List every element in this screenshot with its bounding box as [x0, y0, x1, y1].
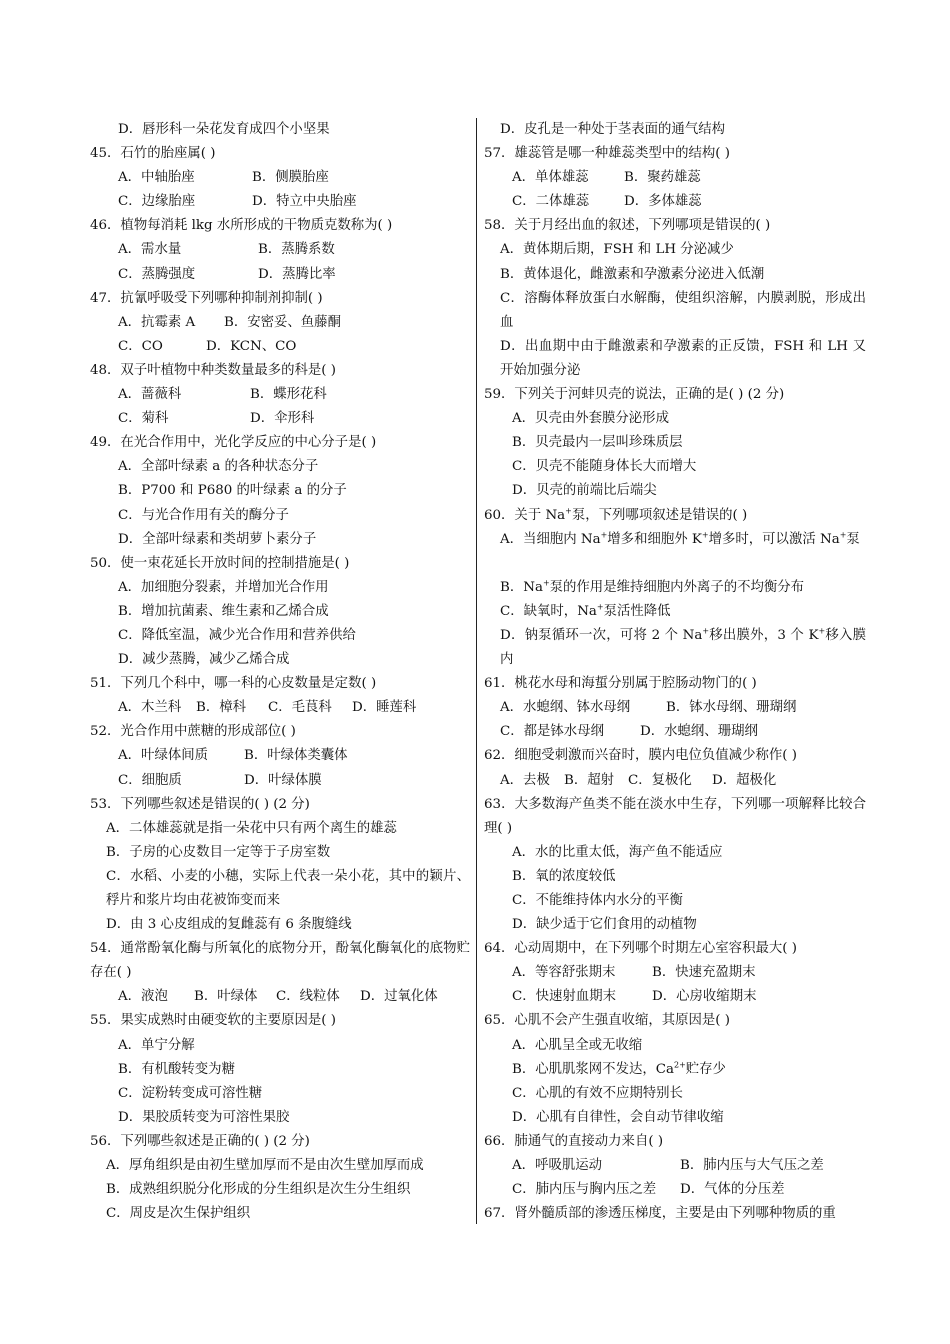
text-line: B．成熟组织脱分化形成的分生组织是次生分生组织: [106, 1182, 411, 1198]
text-line: C．淀粉转变成可溶性糖: [118, 1085, 263, 1101]
text-line: C．缺氧时，Na+泵活性降低: [500, 602, 671, 619]
text-line: 59．下列关于河蚌贝壳的说法，正确的是( ) (2 分): [484, 387, 785, 403]
option-text: B．侧膜胎座: [252, 170, 329, 186]
text-line: 55．果实成熟时由硬变软的主要原因是( ): [90, 1013, 336, 1029]
text-line: [484, 1178, 866, 1202]
text-line: [90, 769, 470, 793]
text-line: 48．双子叶植物中种类数量最多的科是( ): [90, 362, 336, 378]
option-text: D．过氧化体: [360, 989, 438, 1005]
text-line: C．与光合作用有关的酶分子: [118, 507, 289, 523]
option-text: A．叶绿体间质: [118, 748, 209, 764]
option-text: B．蒸腾系数: [258, 242, 335, 258]
text-line: 46．植物每消耗 lkg 水所形成的干物质克数称为( ): [90, 218, 393, 234]
text-line: [90, 744, 470, 768]
left-column: [90, 118, 470, 1226]
right-column: [484, 118, 866, 1226]
option-text: D．心房收缩期末: [652, 989, 757, 1005]
text-line: B．有机酸转变为糖: [118, 1061, 235, 1077]
text-line: D．果胶质转变为可溶性果胶: [118, 1109, 290, 1125]
text-line: A．贝壳由外套膜分泌形成: [512, 411, 669, 427]
option-text: B．钵水母纲、珊瑚纲: [666, 700, 797, 716]
option-text: B．聚药雄蕊: [624, 170, 701, 186]
text-line: [90, 190, 470, 214]
column-divider: [476, 118, 477, 1224]
text-line: D．缺少适于它们食用的动植物: [512, 917, 697, 933]
text-line: [90, 263, 470, 287]
option-text: B．蝶形花科: [250, 387, 327, 403]
text-line: 51．下列几个科中，哪一科的心皮数量是定数( ): [90, 676, 377, 692]
text-line: C．不能维持体内水分的平衡: [512, 893, 683, 908]
text-line: 60．关于 Na+泵，下列哪项叙述是错误的( ): [484, 506, 748, 523]
text-line: D．全部叶绿素和类胡萝卜素分子: [118, 531, 317, 547]
text-line: [484, 985, 866, 1009]
text-line: D．唇形科一朵花发育成四个小坚果: [118, 122, 330, 137]
option-text: A．去极: [500, 772, 550, 788]
text-line: [484, 696, 866, 720]
text-line: [484, 720, 866, 744]
option-text: A．需水量: [118, 242, 182, 258]
text-line: 47．抗氰呼吸受下列哪种抑制剂抑制( ): [90, 290, 323, 306]
text-line: 67．肾外髓质部的渗透压梯度，主要是由下列哪种物质的重: [484, 1206, 836, 1222]
option-text: D．KCN、CO: [206, 338, 297, 354]
option-text: C．都是钵水母纲: [500, 724, 604, 740]
text-line: D．钠泵循环一次，可将 2 个 Na+移出膜外，3 个 K+移入膜内: [500, 626, 866, 668]
text-line: A．全部叶绿素 a 的各种状态分子: [118, 459, 319, 475]
text-line: [90, 335, 470, 359]
text-line: 58．关于月经出血的叙述，下列哪项是错误的( ): [484, 218, 771, 234]
text-line: A．加细胞分裂素，并增加光合作用: [118, 579, 329, 595]
text-line: 52．光合作用中蔗糖的形成部位( ): [90, 724, 296, 740]
option-text: C．CO: [118, 338, 163, 354]
option-text: C．肺内压与胸内压之差: [512, 1182, 657, 1198]
text-line: [484, 769, 866, 793]
option-text: A．中轴胎座: [118, 170, 195, 186]
text-line: C．贝壳不能随身体长大而增大: [512, 459, 697, 475]
option-text: D．特立中央胎座: [252, 194, 357, 210]
option-text: D．叶绿体膜: [244, 772, 322, 788]
option-text: D．水螅纲、珊瑚纲: [640, 724, 758, 740]
text-line: [484, 166, 866, 190]
text-line: C．水稻、小麦的小穗，实际上代表一朵小花，其中的颖片、稃片和浆片均由花被饰变而来: [106, 868, 470, 908]
option-text: C．二体雄蕊: [512, 194, 590, 210]
text-line: [90, 166, 470, 190]
option-text: A．水螅纲、钵水母纲: [500, 700, 631, 716]
text-line: A．厚角组织是由初生壁加厚而不是由次生壁加厚而成: [106, 1158, 424, 1174]
text-line: [90, 407, 470, 431]
text-line: [90, 383, 470, 407]
option-text: C．细胞质: [118, 772, 182, 788]
text-line: 54．通常酚氧化酶与所氧化的底物分开，酚氧化酶氧化的底物贮存在( ): [90, 941, 470, 981]
text-line: D．皮孔是一种处于茎表面的通气结构: [500, 122, 725, 137]
option-text: C．边缘胎座: [118, 194, 196, 210]
option-text: D．伞形科: [250, 411, 315, 427]
text-line: D．心肌有自律性，会自动节律收缩: [512, 1109, 724, 1125]
text-line: C．降低室温，减少光合作用和营养供给: [118, 627, 356, 643]
text-line: 62．细胞受刺激而兴奋时，膜内电位负值减少称作( ): [484, 748, 797, 764]
text-line: 63．大多数海产鱼类不能在淡水中生存，下列哪一项解释比较合理( ): [484, 796, 866, 836]
option-text: C．线粒体: [276, 989, 340, 1005]
option-text: B．樟科: [196, 700, 247, 716]
option-text: A．等容舒张期末: [512, 965, 616, 981]
text-line: 49．在光合作用中，光化学反应的中心分子是( ): [90, 435, 377, 451]
text-line: B．心肌肌浆网不发达，$Ca^{2+}$贮存少: [512, 1060, 726, 1077]
text-line: [90, 985, 470, 1009]
text-line: D．减少蒸腾，减少乙烯合成: [118, 652, 290, 668]
text-line: 64．心动周期中，在下列哪个时期左心室容积最大( ): [484, 941, 797, 957]
text-line: 56．下列哪些叙述是正确的( ) (2 分): [90, 1133, 310, 1149]
text-line: 53．下列哪些叙述是错误的( ) (2 分): [90, 796, 310, 812]
text-line: 50．使一束花延长开放时间的控制措施是( ): [90, 555, 350, 571]
option-text: D．睡莲科: [352, 700, 417, 716]
text-line: A．黄体期后期，FSH 和 LH 分泌减少: [500, 242, 734, 258]
text-line: 61．桃花水母和海蜇分别属于腔肠动物门的( ): [484, 676, 757, 692]
text-line: B．氧的浓度较低: [512, 868, 616, 884]
option-text: D．蒸腾比率: [258, 266, 336, 282]
text-line: B．增加抗菌素、维生素和乙烯合成: [118, 603, 329, 619]
option-text: B．叶绿体: [194, 989, 258, 1005]
text-line: [484, 190, 866, 214]
text-line: B．贝壳最内一层叫珍珠质层: [512, 435, 683, 451]
option-text: C．蒸腾强度: [118, 266, 196, 282]
option-text: B．安密妥、鱼藤酮: [224, 314, 341, 330]
option-text: A．木兰科: [118, 700, 182, 716]
text-line: A．心肌呈全或无收缩: [512, 1037, 643, 1053]
option-text: C．复极化: [628, 772, 692, 788]
option-text: B．叶绿体类囊体: [244, 748, 348, 764]
option-text: C．菊科: [118, 411, 169, 427]
option-text: B．快速充盈期末: [652, 965, 756, 981]
text-line: 57．雄蕊管是哪一种雄蕊类型中的结构( ): [484, 146, 730, 162]
text-line: [90, 696, 470, 720]
text-line: D．由 3 心皮组成的复雌蕊有 6 条腹缝线: [106, 917, 352, 933]
text-line: [484, 1154, 866, 1178]
text-line: B．子房的心皮数目一定等于子房室数: [106, 844, 331, 860]
text-line: [90, 311, 470, 335]
text-line: B．P700 和 P680 的叶绿素 a 的分子: [118, 483, 347, 499]
text-line: D．出血期中由于雌激素和孕激素的正反馈，FSH 和 LH 又开始加强分泌: [500, 338, 866, 378]
option-text: A．蔷薇科: [118, 387, 182, 403]
text-line: A．单宁分解: [118, 1037, 195, 1053]
text-line: 66．肺通气的直接动力来自( ): [484, 1133, 664, 1149]
text-line: C．心肌的有效不应期特别长: [512, 1085, 683, 1101]
option-text: A．液泡: [118, 989, 168, 1005]
text-line: A．水的比重太低，海产鱼不能适应: [512, 844, 723, 860]
option-text: B．超射: [564, 772, 615, 788]
option-text: D．超极化: [712, 772, 777, 788]
text-line: A．二体雄蕊就是指一朵花中只有两个离生的雄蕊: [106, 820, 397, 836]
text-line: C．溶酶体释放蛋白水解酶，使组织溶解，内膜剥脱，形成出血: [500, 290, 866, 330]
option-text: D．多体雄蕊: [624, 194, 702, 210]
text-line: A．当细胞内 Na+增多和细胞外 K+增多时，可以激活 Na+泵: [500, 530, 860, 547]
option-text: A．呼吸肌运动: [512, 1158, 603, 1174]
option-text: A．抗霉素 A: [118, 314, 196, 330]
text-line: 65．心肌不会产生强直收缩，其原因是( ): [484, 1013, 730, 1029]
option-text: C．毛茛科: [268, 700, 332, 716]
text-line: C．周皮是次生保护组织: [106, 1206, 251, 1222]
option-text: C．快速射血期末: [512, 989, 616, 1005]
text-line: 45．石竹的胎座属( ): [90, 146, 216, 162]
text-line: [90, 238, 470, 262]
text-line: B．Na+泵的作用是维持细胞内外离子的不均衡分布: [500, 578, 805, 595]
option-text: D．气体的分压差: [680, 1182, 785, 1198]
text-line: B．黄体退化，雌激素和孕激素分泌进入低潮: [500, 266, 765, 282]
text-line: [484, 961, 866, 985]
text-line: D．贝壳的前端比后端尖: [512, 483, 657, 499]
option-text: B．肺内压与大气压之差: [680, 1158, 824, 1174]
option-text: A．单体雄蕊: [512, 170, 589, 186]
